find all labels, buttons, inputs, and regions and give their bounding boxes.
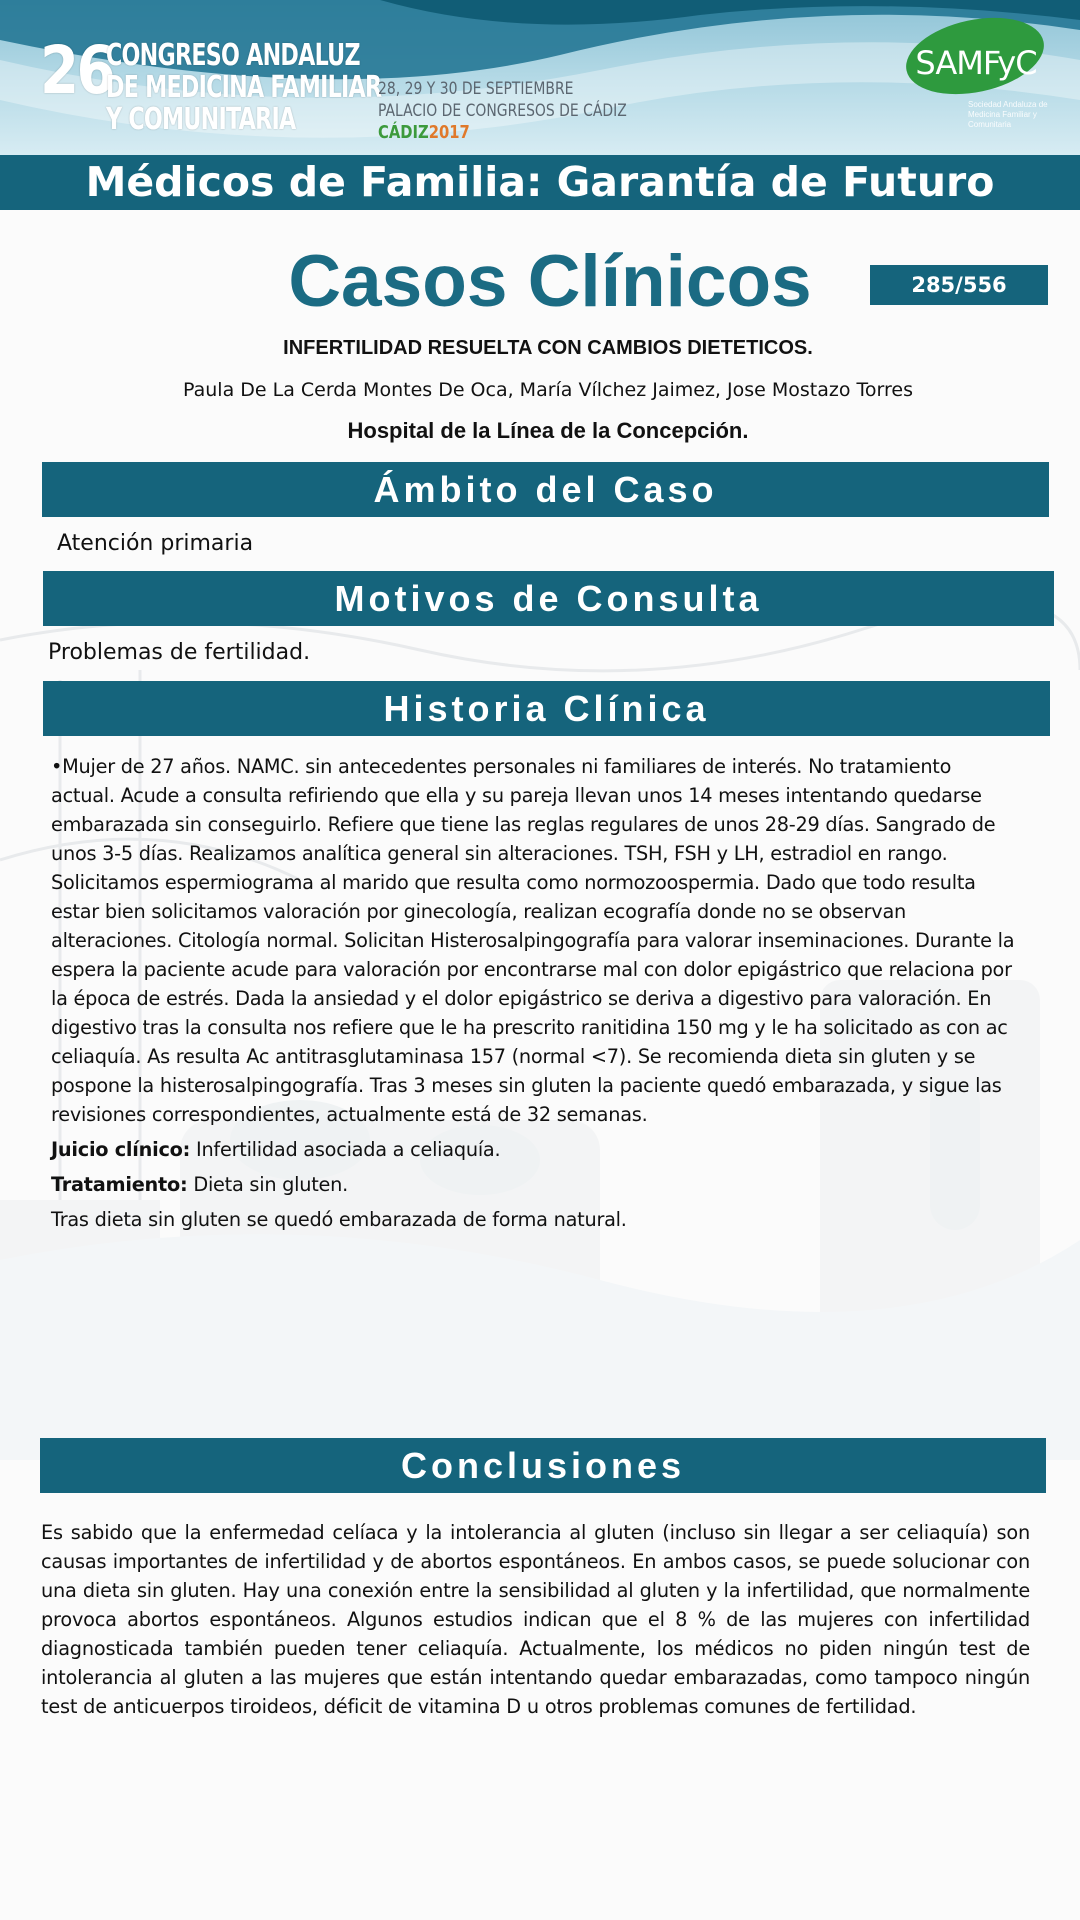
congress-title-line: CONGRESO ANDALUZ <box>106 38 360 73</box>
congress-number: 26 <box>40 32 113 109</box>
congress-city: CÁDIZ <box>378 122 429 143</box>
historia-line: pospone la histerosalpingografía. Tras 3 meses sin gluten la paciente quedó embarazada, y sigue las <box>51 1074 1002 1097</box>
motivos-text: Problemas de fertilidad. <box>48 640 311 665</box>
juicio-clinico <box>51 1135 1051 1164</box>
congress-year: 2017 <box>428 122 470 143</box>
historia-line: alteraciones. Citología normal. Solicitan Histerosalpingografía para valorar inseminaciones. Durante la <box>51 929 1015 952</box>
historia-text <box>51 752 1051 1234</box>
tratamiento-value: Dieta sin gluten. <box>187 1173 349 1196</box>
page-title: Casos Clínicos <box>288 241 812 322</box>
congress-banner <box>0 0 1080 155</box>
samfyc-logo-subtitle: Sociedad Andaluza de Medicina Familiar y Comunitaria <box>968 100 1048 129</box>
congress-info <box>378 78 627 144</box>
ambito-text: Atención primaria <box>57 531 254 556</box>
historia-line: unos 3-5 días. Realizamos analítica general sin alteraciones. TSH, FSH y LH, estradiol en rango. <box>51 842 948 865</box>
historia-closing: Tras dieta sin gluten se quedó embarazada de forma natural. <box>51 1208 627 1231</box>
historia-line: celiaquía. As resulta Ac antitrasglutaminasa 157 (normal <7). Se recomienda dieta sin gluten y se <box>51 1045 976 1068</box>
hospital-line: Hospital de la Línea de la Concepción. <box>347 418 749 443</box>
historia-line: revisiones correspondientes, actualmente está de 32 semanas. <box>51 1103 648 1126</box>
section-heading-ambito: Ámbito del Caso <box>42 462 1049 517</box>
historia-line: digestivo tras la consulta nos refiere que le ha prescrito ranitidina 150 mg y le ha solicitado as con ac <box>51 1016 1008 1039</box>
tratamiento-label: Tratamiento: <box>51 1173 188 1196</box>
authors-line: Paula De La Cerda Montes De Oca, María Vílchez Jaimez, Jose Mostazo Torres <box>183 379 913 401</box>
juicio-clinico-label: Juicio clínico: <box>51 1138 191 1161</box>
congress-dates: 28, 29 Y 30 DE SEPTIEMBRE <box>378 79 574 99</box>
section-heading-conclusiones: Conclusiones <box>40 1438 1046 1493</box>
conclusiones-text: Es sabido que la enfermedad celíaca y la intolerancia al gluten (incluso sin llegar a ser celiaquía) son causas importantes de infertilidad y de abortos espontáneos. En ambos casos, se puede solucionar con una dieta sin gluten. Hay una conexión entre la sensibilidad al gluten y la infertilidad, que normalmente provoca abortos espontáneos. Algunos estudios indican que el 8 % de las mujeres con infertilidad diagnosticada también pueden tener celiaquía. Actualmente, los médicos no piden ningún test de intolerancia al gluten a las mujeres que están intentando quedar embarazadas, como tampoco ningún test de anticuerpos tiroideos, déficit de vitamina D u otros problemas comunes de fertilidad. <box>41 1521 1030 1718</box>
congress-venue: PALACIO DE CONGRESOS DE CÁDIZ <box>378 101 627 121</box>
historia-line: Solicitamos espermiograma al marido que resulta como normozoospermia. Dado que todo resulta <box>51 871 976 894</box>
historia-line: •Mujer de 27 años. NAMC. sin antecedentes personales ni familiares de interés. No tratamiento <box>51 755 952 778</box>
historia-line: estar bien solicitamos valoración por ginecología, realizan ecografía donde no se observan <box>51 900 907 923</box>
case-title: INFERTILIDAD RESUELTA CON CAMBIOS DIETETICOS. <box>283 337 813 359</box>
section-heading-historia: Historia Clínica <box>43 681 1050 736</box>
section-heading-motivos: Motivos de Consulta <box>43 571 1054 626</box>
congress-city-year <box>378 122 627 144</box>
historia-line: embarazada sin conseguirlo. Refiere que tiene las reglas regulares de unos 28-29 días. Sangrado de <box>51 813 996 836</box>
congress-title <box>106 40 381 136</box>
juicio-clinico-value: Infertilidad asociada a celiaquía. <box>190 1138 501 1161</box>
tratamiento <box>51 1170 1051 1199</box>
historia-line: la época de estrés. Dada la ansiedad y el dolor epigástrico se deriva a digestivo para valoración. En <box>51 987 992 1010</box>
case-number-badge: 285/556 <box>870 265 1048 305</box>
samfyc-logo-text: SAMFyC <box>915 44 1037 82</box>
historia-line: actual. Acude a consulta refiriendo que ella y su pareja llevan unos 14 meses intentando quedarse <box>51 784 982 807</box>
congress-title-line: Y COMUNITARIA <box>106 102 296 137</box>
congress-title-line: DE MEDICINA FAMILIAR <box>106 70 382 105</box>
historia-line: espera la paciente acude para valoración por encontrarse mal con dolor epigástrico que relaciona por <box>51 958 1012 981</box>
motto-bar: Médicos de Familia: Garantía de Futuro <box>0 155 1080 210</box>
